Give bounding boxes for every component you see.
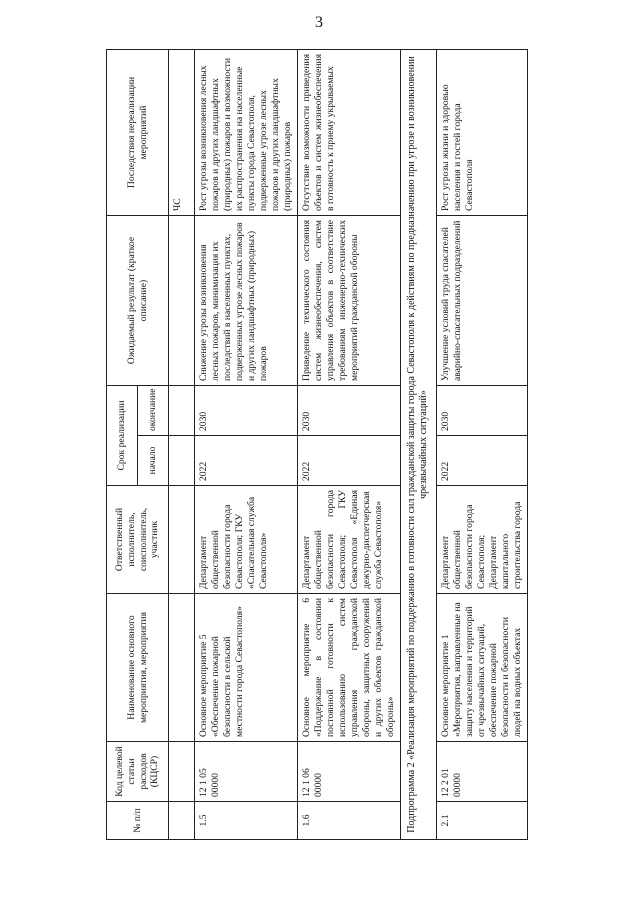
row-consequences: Отсутствие возможности приведения объектов и систем жизнеобеспечения в готовность к приему укрываемых (297, 49, 400, 215)
row-responsible: Департамент общественной безопасности города Севастополя; Департамент капитального строительства города (436, 486, 527, 594)
row-start: 2022 (297, 436, 400, 486)
page-number: 3 (315, 14, 323, 31)
row-code: 12 1 05 00000 (195, 742, 298, 802)
row-responsible: Департамент общественной безопасности города Севастополя; ГКУ Севастополя «Единая дежурно-диспетчерская служба Севастополя» (297, 486, 400, 594)
row-result: Улучшение условий труда спасателей аварийно-спасательных подразделений (436, 215, 527, 385)
cs-label: ЧС (169, 49, 195, 215)
row-name: Основное мероприятие 5 «Обеспечение пожарной безопасности в сельской местности города Севастополя» (195, 594, 298, 742)
row-consequences: Рост угрозы жизни и здоровью населения и гостей города Севастополя (436, 49, 527, 215)
row-end: 2030 (436, 385, 527, 435)
row-num: 1.6 (297, 802, 400, 840)
header-responsible: Ответственный исполнитель, соисполнитель, участник (107, 486, 169, 594)
row-start: 2022 (436, 436, 527, 486)
header-code: Код целевой статьи расходов (КЦСР) (107, 742, 169, 802)
table-row (297, 49, 400, 839)
table-row (195, 49, 298, 839)
row-num: 2.1 (436, 802, 527, 840)
header-end: окончание (138, 385, 169, 435)
header-num: № п/п (107, 802, 169, 840)
row-code: 12 2 01 00000 (436, 742, 527, 802)
header-term: Срок реализации (107, 385, 138, 485)
header-name: Наименование основного мероприятия, мероприятия (107, 594, 169, 742)
row-name: Основное мероприятие 6 «Поддержание в состоянии постоянной готовности к использованию систем управления гражданской обороны, защитных сооружений и других объектов гражданской обороны» (297, 594, 400, 742)
row-code: 12 1 06 00000 (297, 742, 400, 802)
table-row (436, 49, 527, 839)
rotated-table-container (106, 50, 631, 840)
row-name: Основное мероприятие 1 «Мероприятия, направленные на защиту населения и территорий от чрезвычайных ситуаций, обеспечение пожарной безопасности и безопасности людей на водных объектах (436, 594, 527, 742)
row-consequences: Рост угрозы возникновения лесных пожаров и других ландшафтных (природных) пожаров и возможности их распространения на населенные пункты города Севастополя, подверженные угрозе лесных пожаров и других ландшафтных (природных) пожаров (195, 49, 298, 215)
row-num: 1.5 (195, 802, 298, 840)
row-end: 2030 (297, 385, 400, 435)
header-consequences: Последствия нереализации мероприятий (107, 49, 169, 215)
measures-table (106, 49, 528, 840)
subprogram-title: Подпрограмма 2 «Реализация мероприятий по поддержанию в готовности сил гражданской защиты города Севастополя к действиям по предназначению при угрозе и возникновении чрезвычайных ситуаций» (400, 49, 436, 839)
row-start: 2022 (195, 436, 298, 486)
row-responsible: Департамент общественной безопасности города Севастополя; ГКУ «Спасательная служба Севастополя» (195, 486, 298, 594)
row-end: 2030 (195, 385, 298, 435)
header-start: начало (138, 436, 169, 486)
header-result: Ожидаемый результат (краткое описание) (107, 215, 169, 385)
row-result: Приведение технического состояния систем жизнеобеспечения, систем управления объектов в соответствие требованиям инженерно-технических мероприятий гражданской обороны (297, 215, 400, 385)
subprogram-row (400, 49, 436, 839)
row-result: Снижение угрозы возникновения лесных пожаров, минимизация их последствий в населенных пунктах, подверженных угрозе лесных пожаров и других ландшафтных (природных) пожаров (195, 215, 298, 385)
